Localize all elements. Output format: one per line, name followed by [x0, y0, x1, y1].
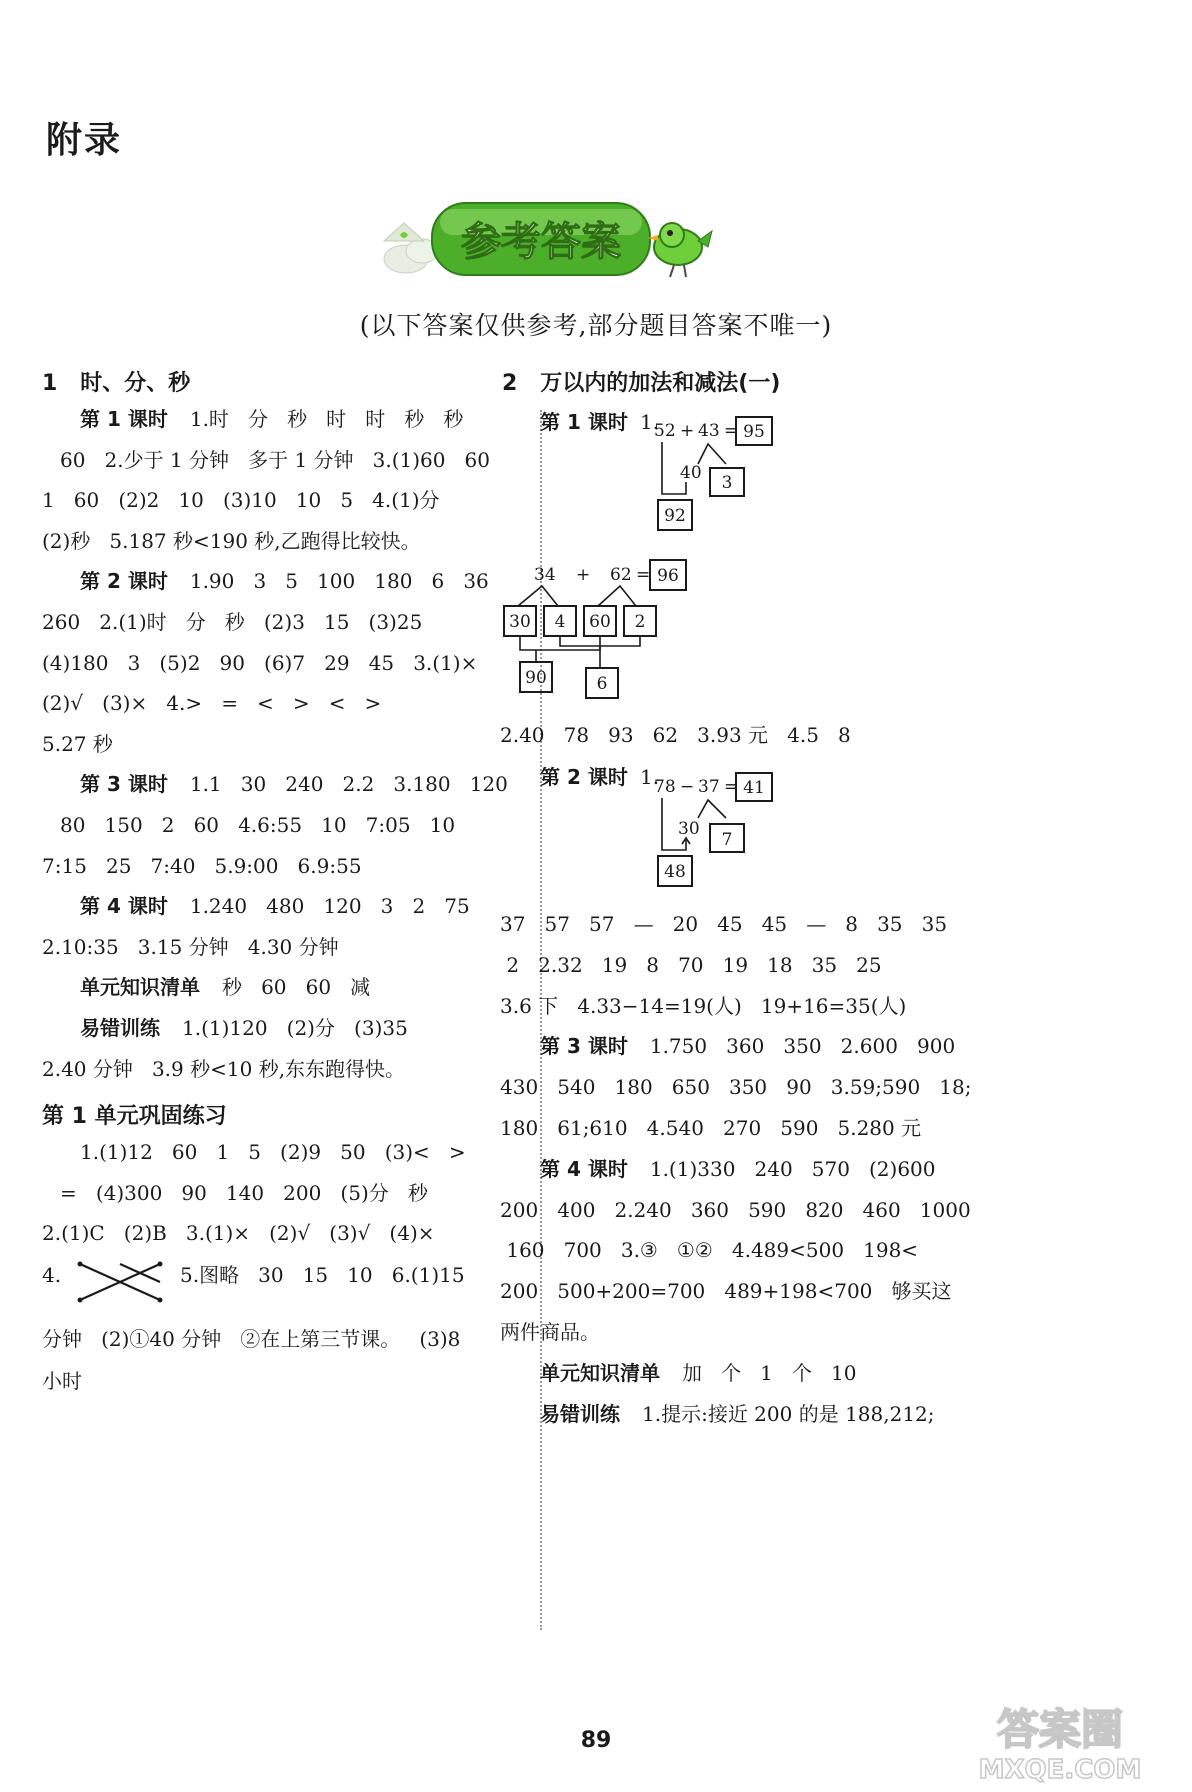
- banner-text: 参考答案: [461, 219, 621, 265]
- lesson-answer-line: [80, 1015, 408, 1041]
- answer-line: 分钟 (2)①40 分钟 ②在上第三节课。 (3)8: [42, 1327, 461, 1351]
- subtraction-split-diagram: [640, 768, 800, 892]
- svg-text:+: +: [680, 421, 695, 441]
- svg-text:41: 41: [743, 778, 765, 798]
- svg-text:2: 2: [634, 612, 646, 632]
- answer-line: (4)180 3 (5)2 90 (6)7 29 45 3.(1)×: [42, 650, 478, 675]
- lesson-label: 第 1 课时: [80, 407, 168, 431]
- svg-text:60: 60: [589, 612, 611, 632]
- answer-line: 2.10:35 3.15 分钟 4.30 分钟: [42, 934, 339, 959]
- svg-text:=: =: [724, 421, 739, 441]
- svg-text:92: 92: [664, 506, 686, 526]
- lesson-answers: 1.提示:接近 200 的是 188,212;: [642, 1401, 935, 1426]
- svg-text:62: 62: [610, 565, 632, 585]
- lesson-label: 第 3 课时: [540, 1034, 628, 1059]
- svg-text:95: 95: [743, 422, 765, 442]
- svg-text:78: 78: [654, 777, 676, 797]
- lesson-label: 第 2 课时: [540, 765, 628, 789]
- lesson-answer-line: [540, 1156, 936, 1182]
- answer-line: 2 2.32 19 8 70 19 18 35 25: [500, 952, 882, 977]
- lesson-label: 单元知识清单: [80, 975, 200, 1000]
- svg-text:=: =: [636, 565, 651, 585]
- answer-line: 3.6 下 4.33−14=19(人) 19+16=35(人): [500, 993, 907, 1018]
- unit-1-review-title: 第 1 单元巩固练习: [42, 1104, 227, 1129]
- answer-line: 60 2.少于 1 分钟 多于 1 分钟 3.(1)60 60: [60, 447, 491, 472]
- svg-text:−: −: [680, 777, 695, 797]
- lesson-answers: 1.1 30 240 2.2 3.180 120: [189, 772, 508, 797]
- watermark-logo: [950, 1696, 1170, 1786]
- lesson-answers: 1.90 3 5 100 180 6 36: [189, 569, 489, 594]
- answer-line: 5.27 秒: [42, 731, 113, 756]
- svg-text:+: +: [576, 565, 591, 585]
- svg-text:43: 43: [698, 421, 720, 441]
- section-2-title: 2 万以内的加法和减法(一): [502, 371, 781, 396]
- answer-line: 80 150 2 60 4.6:55 10 7:05 10: [60, 813, 456, 837]
- svg-text:90: 90: [525, 668, 547, 688]
- lesson-answers: 1.750 360 350 2.600 900: [649, 1034, 956, 1059]
- section-1-title: 1 时、分、秒: [42, 371, 191, 396]
- answer-banner: [378, 195, 718, 291]
- svg-text:7: 7: [721, 830, 733, 850]
- answer-line: 两件商品。: [500, 1320, 600, 1344]
- question-number: 1.: [640, 410, 660, 434]
- lesson-answers: 1.240 480 120 3 2 75: [189, 894, 470, 919]
- lesson-label: 第 2 课时: [80, 569, 168, 594]
- banner-bird-icon: [648, 223, 712, 277]
- svg-text:96: 96: [657, 566, 679, 586]
- question-number: 1.: [640, 765, 660, 789]
- page-title: 附录: [46, 120, 123, 161]
- lesson-answer-line: [80, 568, 489, 594]
- answer-line: 2.(1)C (2)B 3.(1)× (2)√ (3)√ (4)×: [42, 1221, 435, 1245]
- lesson-answer-line: [80, 974, 370, 1000]
- lesson-answer-line: [540, 1033, 955, 1059]
- svg-text:6: 6: [596, 674, 608, 694]
- lesson-label: 易错训练: [540, 1401, 620, 1426]
- svg-text:34: 34: [534, 565, 556, 585]
- lesson-label: 第 4 课时: [80, 894, 168, 919]
- lesson-answer-line: [540, 1360, 856, 1386]
- lesson-answer-line: [80, 771, 508, 797]
- svg-text:52: 52: [654, 421, 676, 441]
- answer-line: 4.: [42, 1263, 62, 1287]
- addition-split-diagram-2: [500, 556, 700, 702]
- svg-text:4: 4: [554, 612, 566, 632]
- lesson-label: 第 4 课时: [540, 1156, 628, 1181]
- answer-line: 5.图略 30 15 10 6.(1)15: [180, 1263, 465, 1287]
- answer-line: 430 540 180 650 350 90 3.59;590 18;: [500, 1075, 972, 1100]
- lesson-answers: 加 个 1 个 10: [682, 1360, 857, 1385]
- svg-text:30: 30: [509, 612, 531, 632]
- lesson-label: 第 1 课时: [540, 410, 628, 434]
- lesson-answers: 1.(1)120 (2)分 (3)35: [182, 1016, 408, 1040]
- svg-text:37: 37: [698, 777, 720, 797]
- lesson-answer-line: [80, 893, 470, 919]
- lesson-answer-line: [540, 1401, 935, 1427]
- answer-line: 2.40 78 93 62 3.93 元 4.5 8: [500, 723, 851, 747]
- answer-line: 1 60 (2)2 10 (3)10 10 5 4.(1)分: [42, 488, 440, 513]
- svg-text:48: 48: [664, 862, 686, 882]
- answer-line: 160 700 3.③ ①② 4.489<500 198<: [500, 1238, 919, 1263]
- answer-line: 180 61;610 4.540 270 590 5.280 元: [500, 1116, 922, 1140]
- watermark-title: 答案圈: [996, 1705, 1124, 1754]
- answer-line: 260 2.(1)时 分 秒 (2)3 15 (3)25: [42, 610, 423, 634]
- lesson-answer-line: [80, 406, 463, 432]
- answer-line: 200 400 2.240 360 590 820 460 1000: [500, 1197, 971, 1222]
- answer-line: (2)秒 5.187 秒<190 秒,乙跑得比较快。: [42, 528, 421, 553]
- answer-note: (以下答案仅供参考,部分题目答案不唯一): [359, 311, 833, 340]
- svg-text:=: =: [724, 777, 739, 797]
- watermark-url: MXQE.COM: [978, 1755, 1142, 1785]
- answer-line: 小时: [42, 1369, 82, 1393]
- answer-line: 1.(1)12 60 1 5 (2)9 50 (3)< >: [80, 1140, 466, 1164]
- lesson-label: 易错训练: [80, 1016, 160, 1040]
- matching-lines-diagram: [76, 1260, 166, 1304]
- answer-line: (2)√ (3)× 4.> = < > < >: [42, 691, 382, 716]
- answer-line: 7:15 25 7:40 5.9:00 6.9:55: [42, 853, 362, 878]
- lesson-answers: 1.时 分 秒 时 时 秒 秒: [189, 407, 464, 431]
- answer-line: = (4)300 90 140 200 (5)分 秒: [60, 1181, 428, 1205]
- svg-text:3: 3: [721, 473, 733, 493]
- banner-cloud-left-icon: [384, 223, 438, 273]
- svg-text:30: 30: [678, 819, 700, 839]
- lesson-label: 第 3 课时: [80, 772, 168, 797]
- answer-line: 200 500+200=700 489+198<700 够买这: [500, 1279, 952, 1304]
- answer-line: 37 57 57 — 20 45 45 — 8 35 35: [500, 912, 948, 936]
- answer-line: 2.40 分钟 3.9 秒<10 秒,东东跑得快。: [42, 1056, 406, 1081]
- lesson-answers: 1.(1)330 240 570 (2)600: [649, 1156, 936, 1181]
- lesson-answers: 秒 60 60 减: [222, 975, 371, 1000]
- page-number: 89: [580, 1728, 612, 1753]
- addition-split-diagram-1: [640, 412, 800, 536]
- svg-text:40: 40: [680, 463, 702, 483]
- lesson-label: 单元知识清单: [540, 1360, 660, 1385]
